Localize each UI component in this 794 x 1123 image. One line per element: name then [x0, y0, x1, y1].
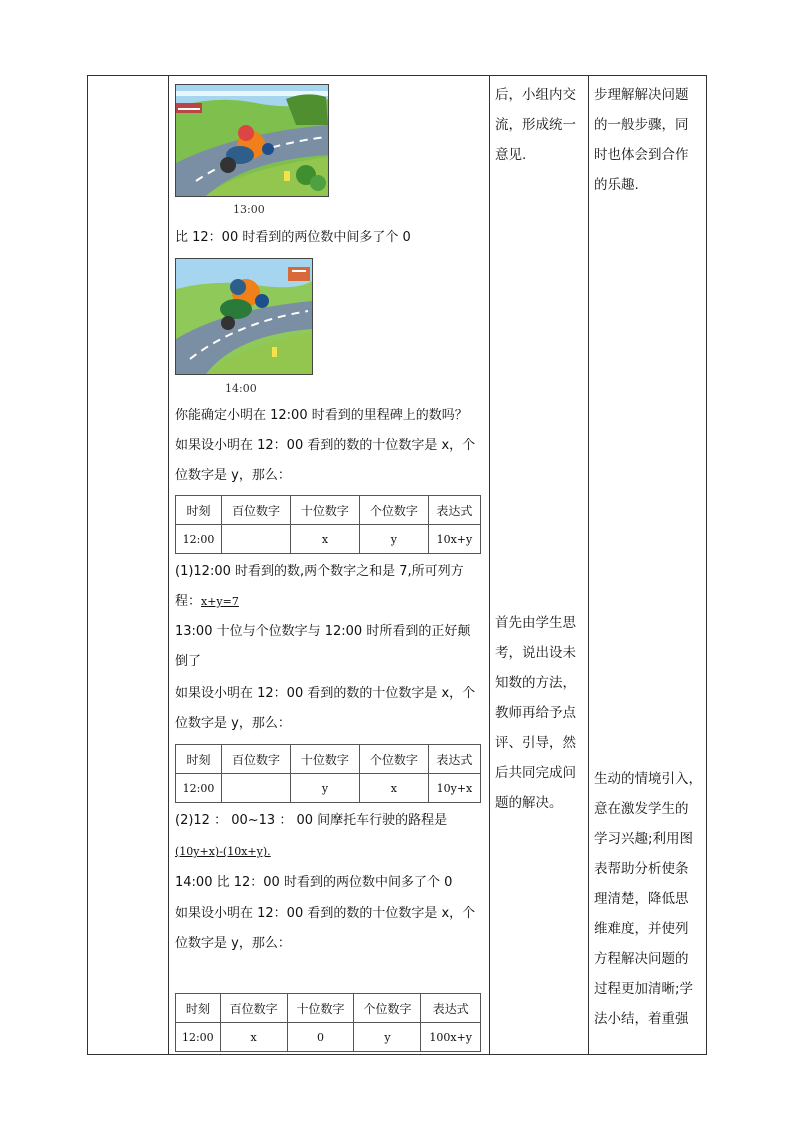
activity-line: 后，小组内交	[495, 87, 576, 103]
intent-line: 步理解解决问题	[594, 87, 689, 103]
digit-table-1	[175, 495, 481, 554]
intent-line: 学习兴趣;利用图	[594, 831, 694, 847]
lesson-table	[87, 75, 707, 1055]
table-header-cell: 表达式	[428, 496, 480, 525]
activity-line: 意见.	[495, 147, 527, 163]
equation-formula: (10y+x)-(10x+y).	[175, 845, 271, 858]
intent-line: 法小结，着重强	[594, 1011, 689, 1027]
table-cell: 0	[287, 1023, 354, 1052]
table-cell: y	[290, 774, 359, 803]
text-line: (1)12:00 时看到的数,两个数字之和是 7,所可列方	[175, 564, 464, 579]
design-intent-bottom	[594, 764, 702, 1034]
intent-line: 维难度，并使列	[594, 921, 689, 937]
activity-line: 考，说出设未	[495, 645, 576, 661]
motorcycle-illustration-1400	[175, 258, 313, 375]
table-cell: 12:00	[176, 774, 222, 803]
table-cell: 10y+x	[428, 774, 480, 803]
intent-line: 的乐趣.	[594, 177, 639, 193]
intent-line: 理清楚，降低思	[594, 891, 689, 907]
text-line: 位数字是 y，那么：	[175, 468, 291, 483]
text-line: 位数字是 y，那么：	[175, 936, 291, 951]
digit-table-2	[175, 744, 481, 803]
activity-line: 流，形成统一	[495, 117, 576, 133]
activity-line: 评、引导，然	[495, 735, 576, 751]
intent-line: 表帮助分析使条	[594, 861, 689, 877]
table-cell: 100x+y	[421, 1023, 481, 1052]
table-header-cell: 表达式	[421, 994, 481, 1023]
table-header-cell: 个位数字	[354, 994, 421, 1023]
table-header-cell: 时刻	[176, 496, 222, 525]
table-header-cell: 百位数字	[222, 496, 291, 525]
text-line: 如果设小明在 12：00 看到的数的十位数字是 x，个	[175, 438, 476, 453]
table-cell: 12:00	[176, 1023, 221, 1052]
time-caption: 13:00	[233, 203, 265, 216]
digit-table-3	[175, 993, 481, 1052]
text-line: 14:00 比 12：00 时看到的两位数中间多了个 0	[175, 875, 453, 890]
activity-line: 后共同完成问	[495, 765, 576, 781]
table-cell: 12:00	[176, 525, 222, 554]
table-cell: x	[290, 525, 359, 554]
equation-label: 程：	[175, 594, 202, 609]
table-cell	[222, 774, 291, 803]
intent-line: 过程更加清晰;学	[594, 981, 694, 997]
table-cell: x	[220, 1023, 287, 1052]
activity-line: 题的解决。	[495, 795, 563, 811]
activity-line: 首先由学生思	[495, 615, 576, 631]
intent-line: 意在激发学生的	[594, 801, 689, 817]
table-header-cell: 表达式	[428, 745, 480, 774]
text-line: 倒了	[175, 654, 202, 669]
text-line: 如果设小明在 12：00 看到的数的十位数字是 x，个	[175, 906, 476, 921]
table-cell: y	[354, 1023, 421, 1052]
intent-line: 生动的情境引入，	[594, 771, 702, 787]
text-line: 比 12：00 时看到的两位数中间多了个 0	[175, 230, 411, 245]
activity-line: 教师再给予点	[495, 705, 576, 721]
table-header-cell: 时刻	[176, 994, 221, 1023]
equation-formula: x+y=7	[201, 595, 239, 608]
text-line: 你能确定小明在 12:00 时看到的里程碑上的数吗？	[175, 408, 468, 423]
text-line	[175, 842, 271, 862]
intent-line: 的一般步骤，同	[594, 117, 689, 133]
student-activity-top	[495, 80, 583, 170]
activity-line: 知数的方法，	[495, 675, 576, 691]
table-header-cell: 个位数字	[359, 496, 428, 525]
table-cell	[222, 525, 291, 554]
column-divider	[168, 76, 169, 1054]
text-line: 位数字是 y，那么：	[175, 716, 291, 731]
table-header-cell: 时刻	[176, 745, 222, 774]
table-cell: 10x+y	[428, 525, 480, 554]
table-header-cell: 十位数字	[290, 745, 359, 774]
text-line: (2)12 ： 00~13 ： 00 间摩托车行驶的路程是	[175, 813, 448, 828]
motorcycle-illustration-1300	[175, 84, 329, 197]
table-header-cell: 个位数字	[359, 745, 428, 774]
student-activity-bottom	[495, 608, 583, 818]
column-divider	[489, 76, 490, 1054]
table-header-cell: 百位数字	[220, 994, 287, 1023]
intent-line: 方程解决问题的	[594, 951, 689, 967]
intent-line: 时也体会到合作	[594, 147, 689, 163]
text-line	[175, 592, 239, 612]
design-intent-top	[594, 80, 702, 200]
table-cell: y	[359, 525, 428, 554]
table-header-cell: 百位数字	[222, 745, 291, 774]
table-cell: x	[359, 774, 428, 803]
time-caption: 14:00	[225, 382, 257, 395]
text-line: 13:00 十位与个位数字与 12:00 时所看到的正好颠	[175, 624, 471, 639]
table-header-cell: 十位数字	[290, 496, 359, 525]
text-line: 如果设小明在 12：00 看到的数的十位数字是 x，个	[175, 686, 476, 701]
table-header-cell: 十位数字	[287, 994, 354, 1023]
column-divider	[588, 76, 589, 1054]
